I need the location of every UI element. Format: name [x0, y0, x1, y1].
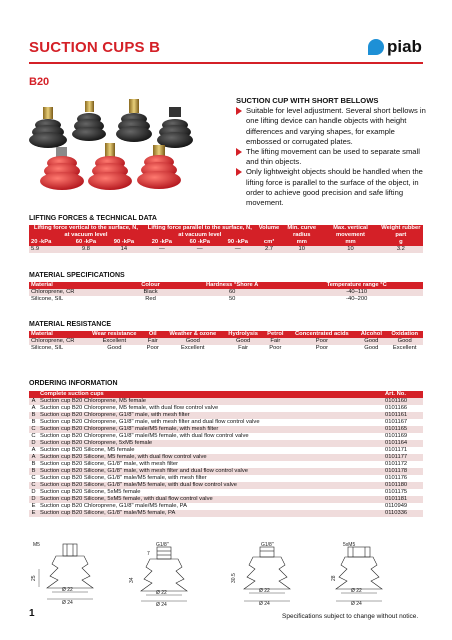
order-art-no: 0101180 — [383, 482, 423, 489]
footer-note: Specifications subject to change without notice. — [282, 613, 419, 620]
header-weight: Weight rubber part — [379, 225, 423, 239]
order-description: Suction cup B20 Chloroprene, G1/8" male/M5 female, with mesh filter — [38, 426, 383, 433]
page-number: 1 — [29, 608, 35, 619]
order-art-no: 0110949 — [383, 503, 423, 510]
order-art-no: 0101161 — [383, 412, 423, 419]
cup-red-mid — [88, 143, 132, 190]
order-type-letter: E — [29, 503, 38, 510]
order-type-letter: E — [29, 510, 38, 517]
piab-logo — [368, 37, 422, 57]
header-parallel: Lifting force parallel to the surface, N, at vacuum level — [143, 225, 257, 239]
dimension-drawings — [29, 541, 423, 607]
order-row — [29, 489, 423, 496]
cup-black-right — [116, 99, 152, 142]
order-art-no: 0101169 — [383, 433, 423, 440]
header: Petrol — [263, 331, 287, 338]
drawing-b-d1: Ø 22 — [156, 590, 167, 596]
drawing-c-thread: G1/8" — [261, 542, 274, 548]
lifting-section-title: LIFTING FORCES & TECHNICAL DATA — [29, 215, 157, 222]
order-type-letter: C — [29, 426, 38, 433]
header-volume: Volume — [257, 225, 282, 239]
lifting-forces-table — [29, 225, 423, 253]
order-type-letter: C — [29, 475, 38, 482]
order-type-letter: D — [29, 496, 38, 503]
order-art-no: 0101181 — [383, 496, 423, 503]
order-type-letter: C — [29, 433, 38, 440]
product-subtitle: B20 — [29, 76, 50, 88]
piab-logo-icon — [368, 39, 384, 55]
order-description: Suction cup B20 Silicone, 5xM5 female — [38, 489, 383, 496]
order-description: Suction cup B20 Chloroprene, 5xM5 female — [38, 440, 383, 447]
order-art-no: 0101175 — [383, 489, 423, 496]
material-specs-table — [29, 282, 423, 303]
order-art-no: 0101165 — [383, 426, 423, 433]
order-row — [29, 412, 423, 419]
drawing-d-thread: 5xM5 — [343, 542, 356, 548]
cup-black-mid — [72, 101, 106, 141]
order-art-no: 0101176 — [383, 475, 423, 482]
order-row — [29, 426, 423, 433]
subheader: 90 -kPa — [105, 239, 143, 246]
order-type-letter: A — [29, 447, 38, 454]
material-specs-title: MATERIAL SPECIFICATIONS — [29, 272, 125, 279]
header-vertical: Lifting force vertical to the surface, N, at vacuum level — [29, 225, 143, 239]
order-type-letter: B — [29, 468, 38, 475]
subheader: mm — [281, 239, 322, 246]
ordering-table — [29, 391, 423, 517]
order-row — [29, 405, 423, 412]
order-description: Suction cup B20 Silicone, G1/8" male/M5 female, PA — [38, 510, 383, 517]
subheader: 20 -kPa — [143, 239, 181, 246]
order-row — [29, 468, 423, 475]
drawing-b-d2: Ø 24 — [156, 602, 167, 607]
header-colour: Colour — [127, 282, 174, 289]
header-material: Material — [29, 282, 127, 289]
drawing-c-height: 30.5 — [231, 573, 237, 583]
subheader: 60 -kPa — [67, 239, 105, 246]
header-max-vertical: Max. vertical movement — [322, 225, 379, 239]
order-row — [29, 475, 423, 482]
order-row — [29, 482, 423, 489]
drawing-a-height: 25 — [31, 575, 37, 581]
title-rule — [29, 62, 423, 64]
cup-red-right — [137, 145, 181, 189]
bullet-arrow-icon — [236, 107, 242, 115]
order-row — [29, 461, 423, 468]
drawing-d-d1: Ø 22 — [351, 588, 362, 594]
order-row — [29, 454, 423, 461]
order-row — [29, 440, 423, 447]
order-row — [29, 398, 423, 405]
header: Weather & ozone — [162, 331, 223, 338]
order-description: Suction cup B20 Silicone, M5 female — [38, 447, 383, 454]
order-type-letter: C — [29, 482, 38, 489]
description-bullet: Only lightweight objects should be handled when the lifting force is parallel to the surface of the object, in order to achieve good precision and safe lifting movement. — [236, 167, 426, 208]
drawing-b — [129, 542, 187, 607]
order-description: Suction cup B20 Silicone, G1/8" male, with mesh filter and dual flow control valve — [38, 468, 383, 475]
subheader: 90 -kPa — [219, 239, 257, 246]
drawing-d-height: 28 — [331, 575, 337, 581]
order-art-no: 0101172 — [383, 461, 423, 468]
order-description: Suction cup B20 Silicone, 5xM5 female, with dual flow control valve — [38, 496, 383, 503]
table-row: 5.9 9.8 14 — — — 2.7 10 10 3.2 — [29, 246, 423, 253]
header-hardness: Hardness °Shore A — [174, 282, 290, 289]
material-resistance-table — [29, 331, 423, 352]
header: Hydrolysis — [223, 331, 263, 338]
bullet-arrow-icon — [236, 148, 242, 156]
header: Oil — [143, 331, 162, 338]
drawing-c — [231, 542, 290, 607]
header: Wear resistance — [86, 331, 144, 338]
order-description: Suction cup B20 Chloroprene, G1/8" male/M5 female, with dual flow control valve — [38, 433, 383, 440]
order-description: Suction cup B20 Silicone, G1/8" male/M5 female, with dual flow control valve — [38, 482, 383, 489]
header-temperature: Temperature range °C — [290, 282, 423, 289]
order-row — [29, 433, 423, 440]
product-description — [236, 96, 426, 208]
header: Alcohol — [356, 331, 386, 338]
order-type-letter: B — [29, 461, 38, 468]
header-min-curve: Min. curve radius — [281, 225, 322, 239]
bullet-arrow-icon — [236, 168, 242, 176]
order-art-no: 0101171 — [383, 447, 423, 454]
order-description: Suction cup B20 Chloroprene, G1/8" male, with mesh filter and dual flow control valve — [38, 419, 383, 426]
order-row — [29, 510, 423, 517]
cup-black-far — [157, 107, 193, 148]
order-type-letter: A — [29, 405, 38, 412]
material-resistance-title: MATERIAL RESISTANCE — [29, 321, 112, 328]
order-art-no: 0101177 — [383, 454, 423, 461]
drawing-d-d2: Ø 24 — [351, 601, 362, 607]
drawing-a — [31, 542, 93, 606]
description-title: SUCTION CUP WITH SHORT BELLOWS — [236, 96, 379, 105]
order-type-letter: D — [29, 440, 38, 447]
subheader: 60 -kPa — [181, 239, 219, 246]
order-type-letter: B — [29, 412, 38, 419]
description-bullet: The lifting movement can be used to separate small and thin objects. — [236, 147, 426, 167]
order-description: Suction cup B20 Chloroprene, M5 female — [38, 398, 383, 405]
drawing-a-thread: M5 — [33, 542, 40, 548]
drawing-b-small: 7 — [147, 551, 150, 557]
header: Oxidation — [386, 331, 423, 338]
drawing-b-height: 34 — [129, 577, 135, 583]
order-description: Suction cup B20 Chloroprene, M5 female, with dual flow control valve — [38, 405, 383, 412]
order-description: Suction cup B20 Chloroprene, G1/8" male/M5 female, PA — [38, 503, 383, 510]
drawing-a-d2: Ø 24 — [62, 600, 73, 606]
table-row: Silicone, SIL Good Poor Excellent Fair Poor Poor Good Excellent — [29, 345, 423, 352]
page-title: SUCTION CUPS B — [29, 39, 161, 56]
order-description: Suction cup B20 Silicone, G1/8" male, with mesh filter — [38, 461, 383, 468]
subheader: 20 -kPa — [29, 239, 67, 246]
cup-red-left — [40, 147, 84, 190]
header-art-no: Art. No. — [383, 391, 423, 398]
order-row — [29, 503, 423, 510]
order-art-no: 0101167 — [383, 419, 423, 426]
order-description: Suction cup B20 Chloroprene, G1/8" male, with mesh filter — [38, 412, 383, 419]
table-row: Chloroprene, CR Black 60 -40–110 — [29, 289, 423, 296]
ordering-title: ORDERING INFORMATION — [29, 380, 118, 387]
order-art-no: 0110336 — [383, 510, 423, 517]
subheader: mm — [322, 239, 379, 246]
order-type-letter: A — [29, 398, 38, 405]
product-photo — [29, 95, 199, 199]
table-row: Chloroprene, CR Excellent Fair Good Good Fair Poor Good Good — [29, 338, 423, 345]
description-bullet: Suitable for level adjustment. Several short bellows in one lifting device can handle objects with height differences and varying shapes, for example embossed or corrugated plates. — [236, 106, 426, 147]
order-type-letter: A — [29, 454, 38, 461]
order-type-letter: D — [29, 489, 38, 496]
header-complete-cups: Complete suction cups — [38, 391, 383, 398]
order-row — [29, 496, 423, 503]
header: Material — [29, 331, 86, 338]
subheader: cm³ — [257, 239, 282, 246]
logo-text: piab — [387, 37, 422, 56]
drawing-a-d1: Ø 22 — [62, 587, 73, 593]
drawing-b-thread: G1/8" — [156, 542, 169, 548]
drawing-c-d2: Ø 24 — [259, 601, 270, 607]
order-description: Suction cup B20 Silicone, G1/8" male/M5 female, with mesh filter — [38, 475, 383, 482]
subheader: g — [379, 239, 423, 246]
order-row — [29, 419, 423, 426]
order-type-letter: B — [29, 419, 38, 426]
drawing-d — [331, 542, 382, 607]
header: Concentrated acids — [287, 331, 356, 338]
order-art-no: 0101164 — [383, 440, 423, 447]
order-art-no: 0101160 — [383, 398, 423, 405]
order-art-no: 0101166 — [383, 405, 423, 412]
order-description: Suction cup B20 Silicone, M5 female, with dual flow control valve — [38, 454, 383, 461]
cup-black-left — [29, 107, 67, 148]
drawing-c-d1: Ø 22 — [259, 588, 270, 594]
order-art-no: 0101178 — [383, 468, 423, 475]
table-row: Silicone, SIL Red 50 -40–200 — [29, 296, 423, 303]
order-row — [29, 447, 423, 454]
